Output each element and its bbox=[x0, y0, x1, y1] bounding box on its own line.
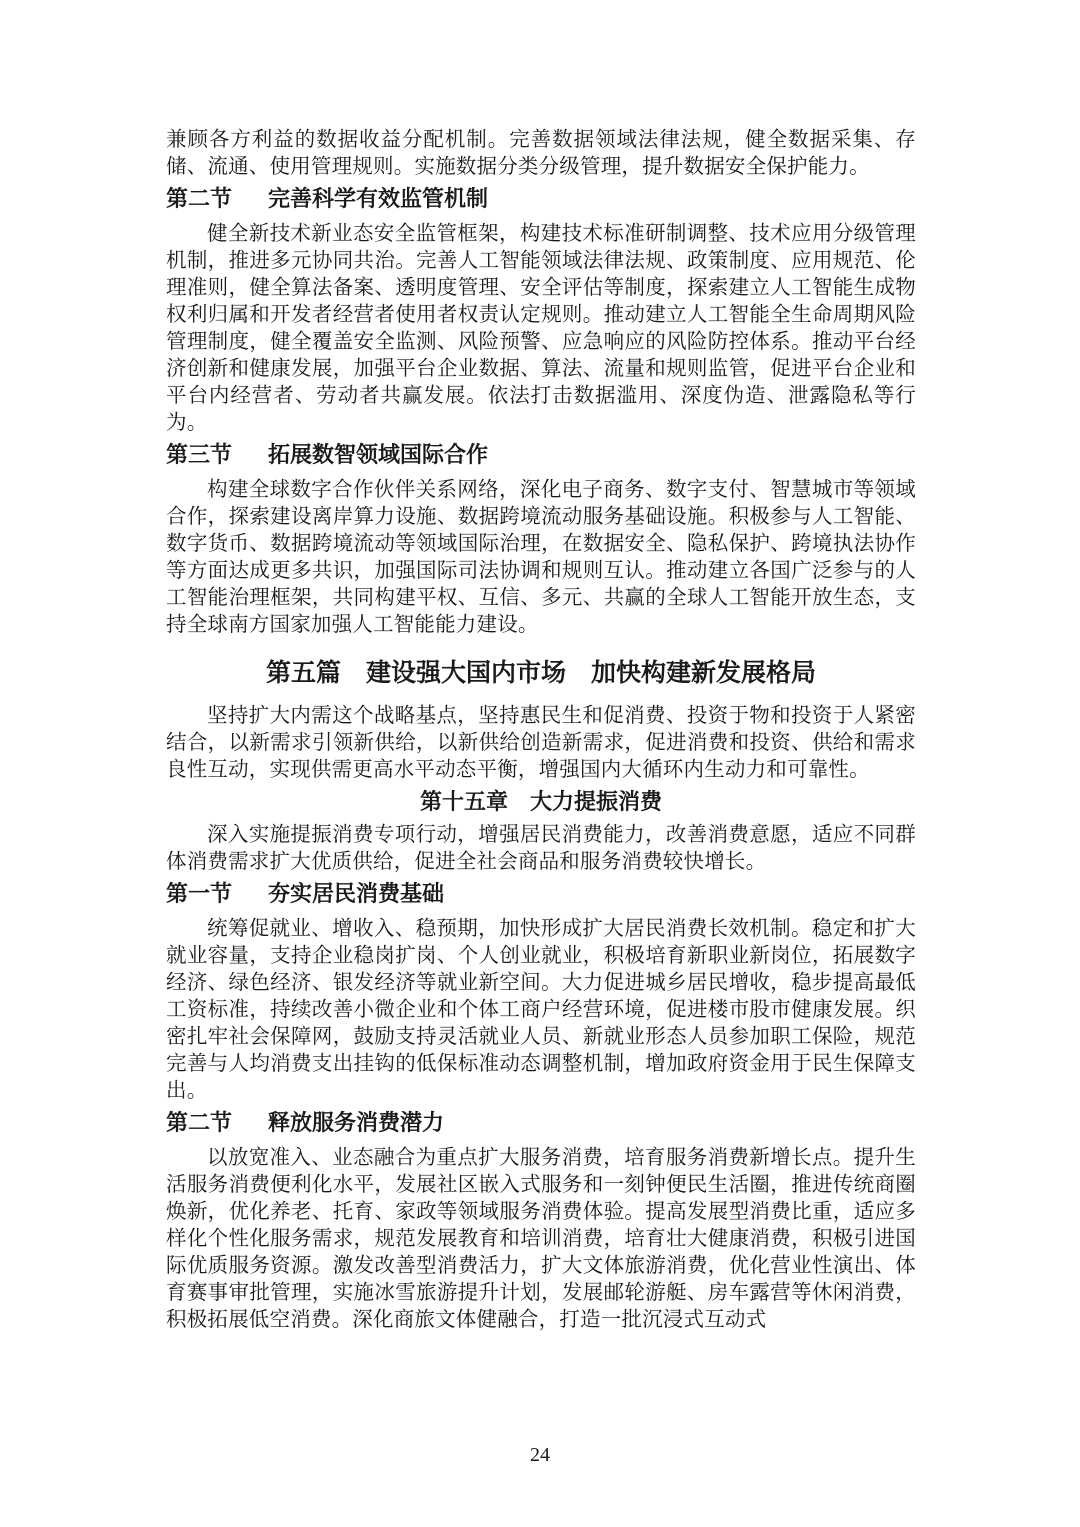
paragraph-supervision: 健全新技术新业态安全监管框架，构建技术标准研制调整、技术应用分级管理机制，推进多元协同共治。完善人工智能领域法律法规、政策制度、应用规范、伦理准则，健全算法备案、透明度管理、安全评估等制度，探索建立人工智能生成物权利归属和开发者经营者使用者权责认定规则。推动建立人工智能全生命周期风险管理制度，健全覆盖安全监测、风险预警、应急响应的风险防控体系。推动平台经济创新和健康发展，加强平台企业数据、算法、流量和规则监管，促进平台企业和平台内经营者、劳动者共赢发展。依法打击数据滥用、深度伪造、泄露隐私等行为。 bbox=[166, 221, 916, 434]
paragraph-consumer-base: 统筹促就业、增收入、稳预期，加快形成扩大居民消费长效机制。稳定和扩大就业容量，支持企业稳岗扩岗、个人创业就业，积极培育新职业新岗位，拓展数字经济、绿色经济、银发经济等就业新空间。大力促进城乡居民增收，稳步提高最低工资标准，持续改善小微企业和个体工商户经营环境，促进楼市股市健康发展。织密扎牢社会保障网，鼓励支持灵活就业人员、新就业形态人员参加职工保险，规范完善与人均消费支出挂钩的低保标准动态调整机制，增加政府资金用于民生保障支出。 bbox=[166, 916, 916, 1102]
section-heading-service-consumption bbox=[166, 1108, 916, 1140]
section-number: 第二节 bbox=[166, 1111, 233, 1136]
section-title: 释放服务消费潜力 bbox=[268, 1111, 445, 1136]
paragraph-international: 构建全球数字合作伙伴关系网络，深化电子商务、数字支付、智慧城市等领域合作，探索建设离岸算力设施、数据跨境流动服务基础设施。积极参与人工智能、数字货币、数据跨境流动等领域国际治理，在数据安全、隐私保护、跨境执法协作等方面达成更多共识，加强国际司法协调和规则互认。推动建立各国广泛参与的人工智能治理框架，共同构建平权、互信、多元、共赢的全球人工智能开放生态，支持全球南方国家加强人工智能能力建设。 bbox=[166, 477, 916, 636]
section-title: 拓展数智领域国际合作 bbox=[268, 443, 489, 468]
paragraph-consumption: 深入实施提振消费专项行动，增强居民消费能力，改善消费意愿，适应不同群体消费需求扩大优质供给，促进全社会商品和服务消费较快增长。 bbox=[166, 822, 916, 873]
paragraph-domestic-demand: 坚持扩大内需这个战略基点，坚持惠民生和促消费、投资于物和投资于人紧密结合，以新需求引领新供给，以新供给创造新需求，促进消费和投资、供给和需求良性互动，实现供需更高水平动态平衡，增强国内大循环内生动力和可靠性。 bbox=[166, 703, 916, 781]
section-title: 夯实居民消费基础 bbox=[268, 882, 445, 907]
section-title: 完善科学有效监管机制 bbox=[268, 187, 489, 212]
section-number: 第一节 bbox=[166, 882, 233, 907]
document-page bbox=[166, 126, 916, 1333]
paragraph-data-rights: 兼顾各方利益的数据收益分配机制。完善数据领域法律法规，健全数据采集、存储、流通、使用管理规则。实施数据分类分级管理，提升数据安全保护能力。 bbox=[166, 127, 916, 178]
part-heading: 第五篇 建设强大国内市场 加快构建新发展格局 bbox=[265, 658, 816, 687]
section-number: 第三节 bbox=[166, 443, 233, 468]
section-heading-consumer-base bbox=[166, 879, 916, 911]
section-number: 第二节 bbox=[166, 187, 233, 212]
page-number: 24 bbox=[530, 1444, 550, 1466]
chapter-heading: 第十五章 大力提振消费 bbox=[419, 790, 662, 815]
section-heading-supervision bbox=[166, 184, 916, 216]
paragraph-service-consumption: 以放宽准入、业态融合为重点扩大服务消费，培育服务消费新增长点。提升生活服务消费便利化水平，发展社区嵌入式服务和一刻钟便民生活圈，推进传统商圈焕新，优化养老、托育、家政等领域服务消费体验。提高发展型消费比重，适应多样化个性化服务需求，规范发展教育和培训消费，培育壮大健康消费，积极引进国际优质服务资源。激发改善型消费活力，扩大文体旅游消费，优化营业性演出、体育赛事审批管理，实施冰雪旅游提升计划，发展邮轮游艇、房车露营等休闲消费，积极拓展低空消费。深化商旅文体健融合，打造一批沉浸式互动式 bbox=[166, 1145, 916, 1331]
section-heading-international bbox=[166, 440, 916, 472]
